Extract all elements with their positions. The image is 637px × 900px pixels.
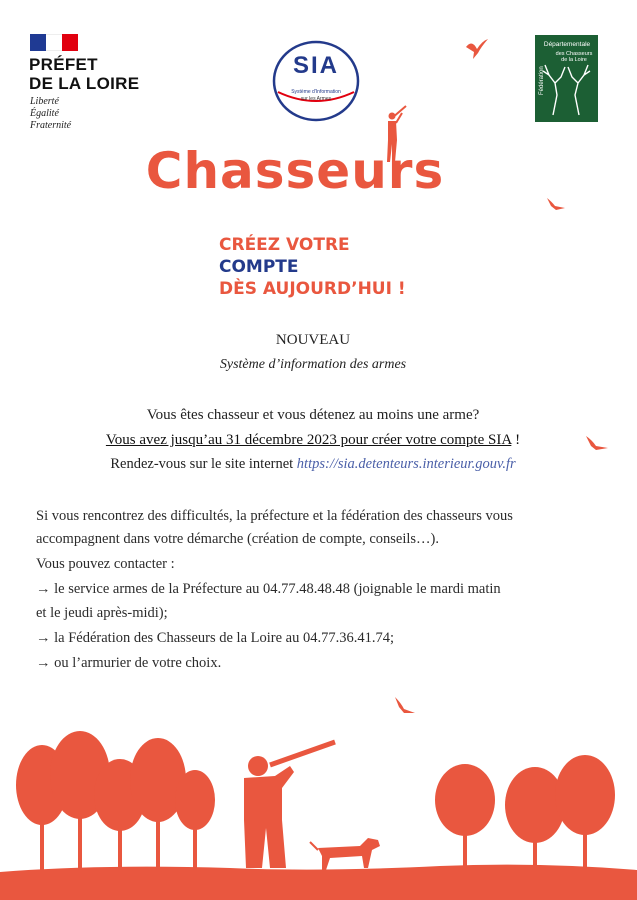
- tagline-line2: COMPTE: [219, 257, 299, 277]
- trees-left: [16, 731, 215, 870]
- contact-gunsmith: → ou l’armurier de votre choix.: [36, 655, 222, 671]
- deadline-text: Vous avez jusqu’au 31 décembre 2023 pour créer votre compte SIA: [105, 432, 512, 448]
- body-line2: accompagnent dans votre démarche (création de compte, conseils…).: [36, 531, 440, 547]
- new-label: NOUVEAU: [275, 332, 351, 348]
- prefecture-line1: PRÉFET: [29, 55, 98, 74]
- federation-subtitle: [551, 51, 597, 63]
- bird-icon: [545, 196, 567, 214]
- motto-egalite: Égalité: [30, 108, 59, 119]
- sia-acronym: SIA: [292, 52, 339, 79]
- deadline-notice: [0, 432, 626, 449]
- federation-title: Départementale: [543, 41, 591, 48]
- hunting-landscape-illustration: [0, 700, 637, 900]
- prefecture-name: [29, 55, 139, 93]
- trees-right: [435, 755, 615, 870]
- deadline-end: !: [511, 432, 521, 448]
- headline-title: Chasseurs: [145, 142, 445, 200]
- website-link[interactable]: https://sia.detenteurs.interieur.gouv.fr: [296, 456, 516, 472]
- prefecture-line2: DE LA LOIRE: [29, 74, 140, 93]
- sia-subtitle-line1: Système d'Information: [291, 89, 341, 95]
- contact-prefecture-hours: et le jeudi après-midi);: [36, 605, 168, 621]
- republic-motto: [30, 96, 71, 132]
- hunter-question: Vous êtes chasseur et vous détenez au moins une arme?: [146, 407, 480, 423]
- system-name: Système d’information des armes: [219, 357, 407, 372]
- ground: [0, 865, 637, 900]
- hunting-dog-silhouette: [310, 838, 380, 870]
- body-line1: Si vous rencontrez des difficultés, la préfecture et la fédération des chasseurs vous: [36, 508, 513, 524]
- contact-prefecture: → le service armes de la Préfecture au 04.77.48.48.48 (joignable le mardi matin: [36, 581, 501, 597]
- motto-fraternite: Fraternité: [30, 120, 72, 131]
- federation-line3: de la Loire: [561, 57, 587, 63]
- website-prefix: Rendez-vous sur le site internet: [110, 456, 297, 472]
- federation-vertical-label: Fédération: [539, 66, 545, 95]
- motto-liberte: Liberté: [30, 96, 59, 107]
- website-line: [0, 456, 626, 473]
- tagline-line3: DÈS AUJOURD’HUI !: [219, 279, 406, 299]
- contact-federation: → la Fédération des Chasseurs de la Loire au 04.77.36.41.74;: [36, 630, 394, 646]
- french-flag-logo: [30, 34, 78, 51]
- sia-subtitle-line2: sur les Armes: [300, 96, 332, 102]
- federation-line2: des Chasseurs: [555, 51, 593, 57]
- body-line3: Vous pouvez contacter :: [36, 556, 175, 572]
- tagline-line1: CRÉEZ VOTRE: [219, 235, 350, 255]
- bird-icon: [464, 37, 490, 61]
